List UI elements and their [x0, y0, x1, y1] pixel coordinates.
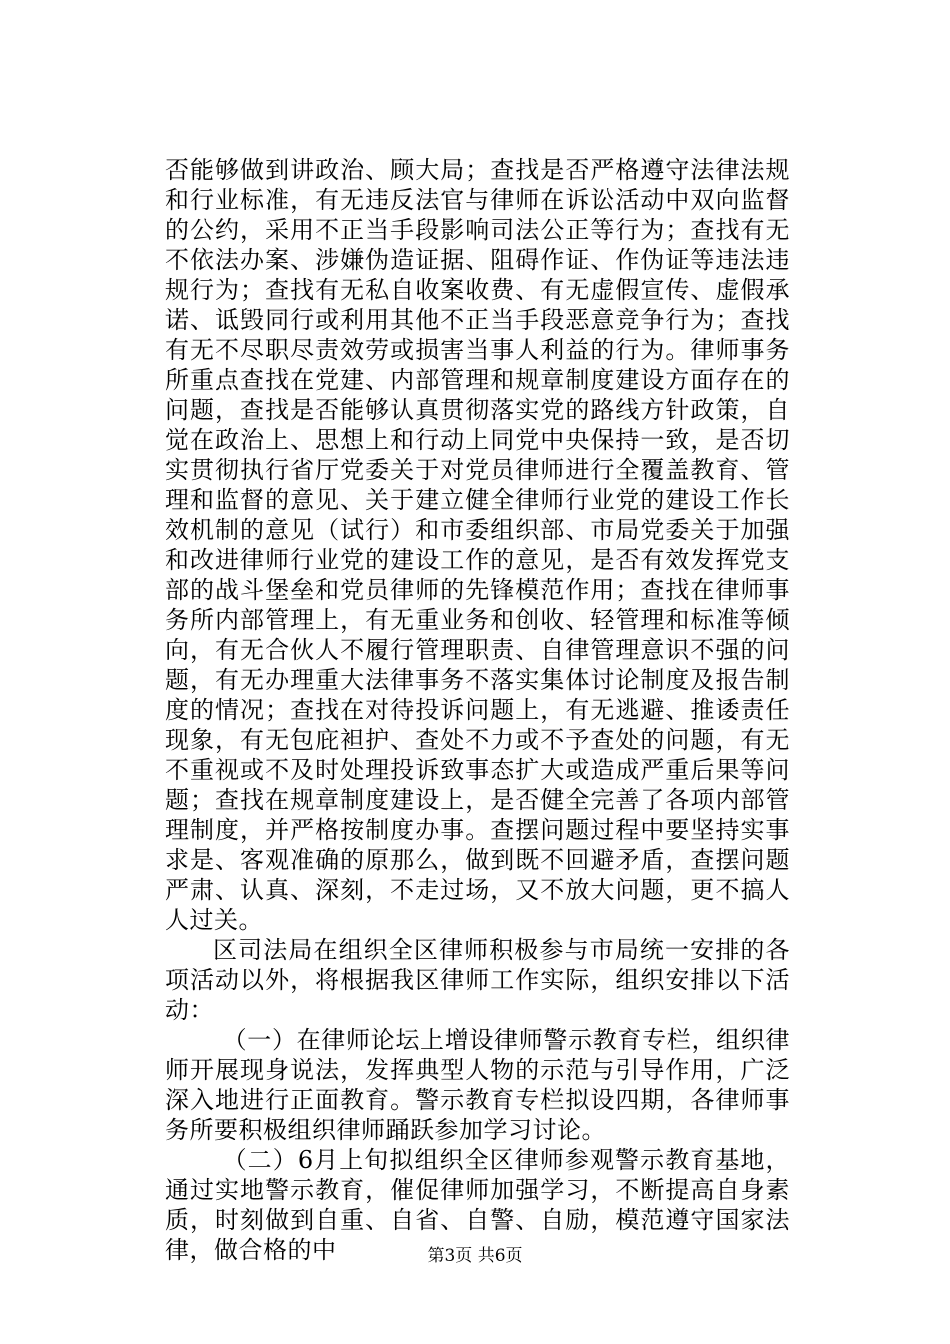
paragraph-activity-1: （一）在律师论坛上增设律师警示教育专栏，组织律师开展现身说法，发挥典型人物的示范与引导作用，广泛深入地进行正面教育。警示教育专栏拟设四期，各律师事务所要积极组织律师踊跃参加学习讨论。	[165, 1026, 790, 1144]
paragraph-intro-activities: 区司法局在组织全区律师积极参与市局统一安排的各项活动以外，将根据我区律师工作实际，组织安排以下活动：	[165, 936, 790, 1024]
paragraph-activity-2: （二）6月上旬拟组织全区律师参观警示教育基地，通过实地警示教育，催促律师加强学习，不断提高自身素质，时刻做到自重、自省、自警、自励，模范遵守国家法律，做合格的中	[165, 1146, 790, 1264]
page-number-label: 第3页 共6页	[427, 1246, 523, 1266]
document-body	[165, 155, 790, 1265]
page-footer	[0, 1245, 950, 1267]
paragraph-continuation: 否能够做到讲政治、顾大局；查找是否严格遵守法律法规和行业标准，有无违反法官与律师在诉讼活动中双向监督的公约，采用不正当手段影响司法公正等行为；查找有无不依法办案、涉嫌伪造证据、阻碍作证、作伪证等违法违规行为；查找有无私自收案收费、有无虚假宣传、虚假承诺、诋毁同行或利用其他不正当手段恶意竞争行为；查找有无不尽职尽责效劳或损害当事人利益的行为。律师事务所重点查找在党建、内部管理和规章制度建设方面存在的问题，查找是否能够认真贯彻落实党的路线方针政策，自觉在政治上、思想上和行动上同党中央保持一致，是否切实贯彻执行省厅党委关于对党员律师进行全覆盖教育、管理和监督的意见、关于建立健全律师行业党的建设工作长效机制的意见（试行）和市委组织部、市局党委关于加强和改进律师行业党的建设工作的意见，是否有效发挥党支部的战斗堡垒和党员律师的先锋模范作用；查找在律师事务所内部管理上，有无重业务和创收、轻管理和标准等倾向，有无合伙人不履行管理职责、自律管理意识不强的问题，有无办理重大法律事务不落实集体讨论制度及报告制度的情况；查找在对待投诉问题上，有无逃避、推诿责任现象，有无包庇袒护、查处不力或不予查处的问题，有无不重视或不及时处理投诉致事态扩大或造成严重后果等问题；查找在规章制度建设上，是否健全完善了各项内部管理制度，并严格按制度办事。查摆问题过程中要坚持实事求是、客观准确的原那么，做到既不回避矛盾，查摆问题严肃、认真、深刻，不走过场，又不放大问题，更不搞人人过关。	[165, 156, 790, 934]
